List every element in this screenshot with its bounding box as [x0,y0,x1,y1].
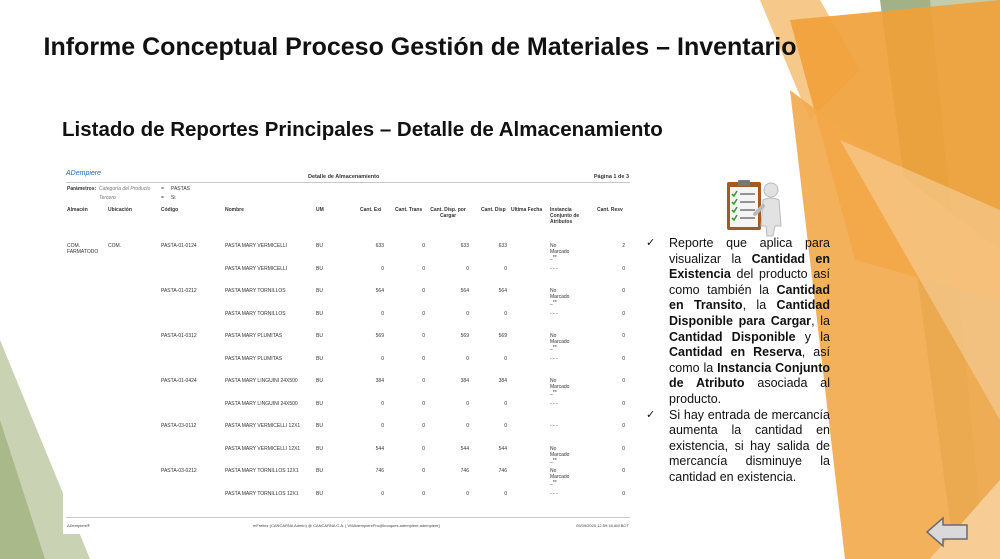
cell-name: PASTA MARY TORNILLOS 12X1 [225,468,299,474]
cell-disp: 0 [504,423,507,429]
col-header: Cant. Trans [395,207,423,213]
warehouse-cell: COM. FARMATODO [67,243,99,255]
cell-cargar: 0 [466,400,469,407]
checkmark-icon: ✓ [646,237,656,249]
cell-disp: 564 [498,288,507,294]
col-header: Código [161,207,179,213]
cell-name: PASTA MARY VERMICELLI 12X1 [225,445,301,452]
checkmark-icon: ✓ [646,408,656,421]
cell-code: PASTA-01-0424 [161,378,197,384]
cell-code: PASTA-03-0112 [161,423,197,429]
col-header: Instancia Conjunto de Atributos [550,207,580,225]
report-logo: ADempiere [66,170,102,177]
cell-exi: 384 [375,378,384,384]
cell-um: BU [316,310,323,317]
cell-resv: 0 [622,490,625,497]
cell-code: PASTA-01-0212 [161,288,197,294]
cell-um: BU [316,468,323,474]
slide-title: Informe Conceptual Proceso Gestión de Materiales – Inventario [43,33,797,61]
param-value: PASTAS [171,186,190,192]
cell-attr: - - - [550,265,558,272]
cell-name: PASTA MARY LINGUINI 24X500 [225,400,298,407]
cell-exi: 0 [381,423,384,429]
cell-attr: - - - [550,355,558,362]
cell-trans: 0 [422,265,425,272]
cell-exi: 0 [381,310,384,317]
col-header: Nombre [225,207,244,213]
cell-resv: 0 [622,310,625,317]
notes-list [646,236,830,486]
footer-left: ADempiere® [67,523,90,528]
footer-center: mFreitez (CANCARNA Admin) @ CANCARNA C.A. [ VMAdempierePro@bonques.adempiere.adempiere] [253,523,440,528]
col-header: Cant. Disp [481,207,506,213]
cell-disp: 0 [504,400,507,407]
cell-trans: 0 [422,243,425,249]
cell-attr: No Marcado _** [550,468,570,486]
cell-resv: 0 [622,288,625,294]
col-header: UM [316,207,324,213]
param-op: = [161,195,164,201]
slide-subtitle: Listado de Reportes Principales – Detalle de Almacenamiento [62,118,663,141]
cell-name: PASTA MARY PLUMITAS [225,355,283,362]
cell-cargar: 0 [466,355,469,362]
cell-um: BU [316,243,323,249]
cell-resv: 0 [622,265,625,272]
cell-cargar: 746 [460,468,469,474]
cell-trans: 0 [422,310,425,317]
cell-cargar: 633 [460,243,469,249]
cell-trans: 0 [422,490,425,497]
param-row: Tercero [99,195,116,201]
cell-cargar: 569 [460,333,469,339]
cell-resv: 0 [622,445,625,452]
param-value: Si [171,195,176,201]
params-label: Parámetros: [67,186,97,192]
cell-code: PASTA-01-0312 [161,333,197,339]
cell-name: PASTA MARY TORNILLOS [225,310,286,317]
note-item: ✓ Reporte que aplica para visualizar la Cantidad en Existencia del producto así como también la Cantidad en Transito, la Cantidad Disponible para Cargar, la Cantidad Disponible y la Cantidad en Reserva, así como la Instancia Conjunto de Atributo asociada al producto. [646,236,830,406]
cell-code: PASTA-01-0124 [161,243,197,249]
cell-cargar: 544 [460,445,469,452]
cell-attr: - - - [550,423,558,429]
cell-cargar: 0 [466,490,469,497]
location-cell: COM. [108,243,122,249]
cell-attr: - - - [550,490,558,497]
cell-trans: 0 [422,333,425,339]
cell-resv: 2 [622,243,625,249]
cell-name: PASTA MARY LINGUINI 24X500 [225,378,298,384]
cell-resv: 0 [622,333,625,339]
cell-name: PASTA MARY VERMICELLI 12X1 [225,423,301,429]
cell-resv: 0 [622,355,625,362]
cell-exi: 633 [375,243,384,249]
param-row: Categoría del Producto [99,186,151,192]
cell-trans: 0 [422,423,425,429]
cell-disp: 0 [504,310,507,317]
cell-um: BU [316,355,323,362]
report-page-indicator: Página 1 de 3 [593,174,629,180]
cell-um: BU [316,400,323,407]
cell-um: BU [316,378,323,384]
cell-um: BU [316,288,323,294]
report-title: Detalle de Almacenamiento [308,174,380,180]
cell-exi: 569 [375,333,384,339]
cell-exi: 0 [381,265,384,272]
cell-cargar: 564 [460,288,469,294]
cell-disp: 569 [498,333,507,339]
cell-name: PASTA MARY VERMICELLI [225,243,288,249]
col-header: Almacén [67,207,88,213]
back-arrow-button[interactable] [925,516,969,548]
cell-resv: 0 [622,423,625,429]
cell-exi: 0 [381,490,384,497]
col-header: Cant. Disp. por Cargar [430,207,466,219]
report-screenshot [63,165,633,534]
param-op: = [161,186,164,192]
cell-attr: No Marcado _** [550,288,570,306]
cell-exi: 746 [375,468,384,474]
cell-disp: 544 [498,445,507,452]
cell-name: PASTA MARY TORNILLOS 12X1 [225,490,299,497]
cell-disp: 746 [498,468,507,474]
cell-exi: 0 [381,355,384,362]
cell-trans: 0 [422,468,425,474]
col-header: Ubicación [108,207,132,213]
cell-cargar: 0 [466,310,469,317]
cell-disp: 0 [504,355,507,362]
cell-name: PASTA MARY TORNILLOS [225,288,286,294]
cell-name: PASTA MARY PLUMITAS [225,333,283,339]
cell-attr: - - - [550,310,558,317]
cell-attr: No Marcado _** [550,378,570,396]
cell-disp: 384 [498,378,507,384]
report-divider [66,182,630,183]
cell-disp: 633 [498,243,507,249]
cell-resv: 0 [622,378,625,384]
cell-exi: 544 [375,445,384,452]
cell-trans: 0 [422,355,425,362]
cell-um: BU [316,445,323,452]
cell-resv: 0 [622,400,625,407]
cell-trans: 0 [422,378,425,384]
cell-disp: 0 [504,490,507,497]
cell-code: PASTA-03-0212 [161,468,197,474]
cell-resv: 0 [622,468,625,474]
cell-attr: No Marcado _** [550,445,570,464]
cell-cargar: 0 [466,265,469,272]
col-header: Cant. Exi [360,207,382,213]
cell-attr: No Marcado _** [550,333,570,351]
cell-um: BU [316,333,323,339]
cell-um: BU [316,423,323,429]
cell-um: BU [316,265,323,272]
cell-attr: No Marcado _** [550,243,570,261]
cell-disp: 0 [504,265,507,272]
col-header: Cant. Resv [597,207,623,213]
cell-exi: 564 [375,288,384,294]
cell-cargar: 0 [466,423,469,429]
col-header: Ultima Fecha [511,207,543,213]
footer-right: 09/09/2020 12:59:18 AM BOT [576,523,629,528]
clipboard-figure-icon [705,178,797,240]
note-item: ✓ Si hay entrada de mercancía aumenta la cantidad en existencia, si hay salida de mercancía disminuye la cantidad en existencia. [646,407,830,484]
cell-name: PASTA MARY VERMICELLI [225,265,288,272]
cell-trans: 0 [422,400,425,407]
cell-cargar: 384 [460,378,469,384]
cell-exi: 0 [381,400,384,407]
cell-trans: 0 [422,445,425,452]
cell-trans: 0 [422,288,425,294]
back-arrow-icon [927,518,967,546]
cell-um: BU [316,490,323,497]
report-footer-divider [66,517,630,518]
cell-attr: - - - [550,400,558,407]
